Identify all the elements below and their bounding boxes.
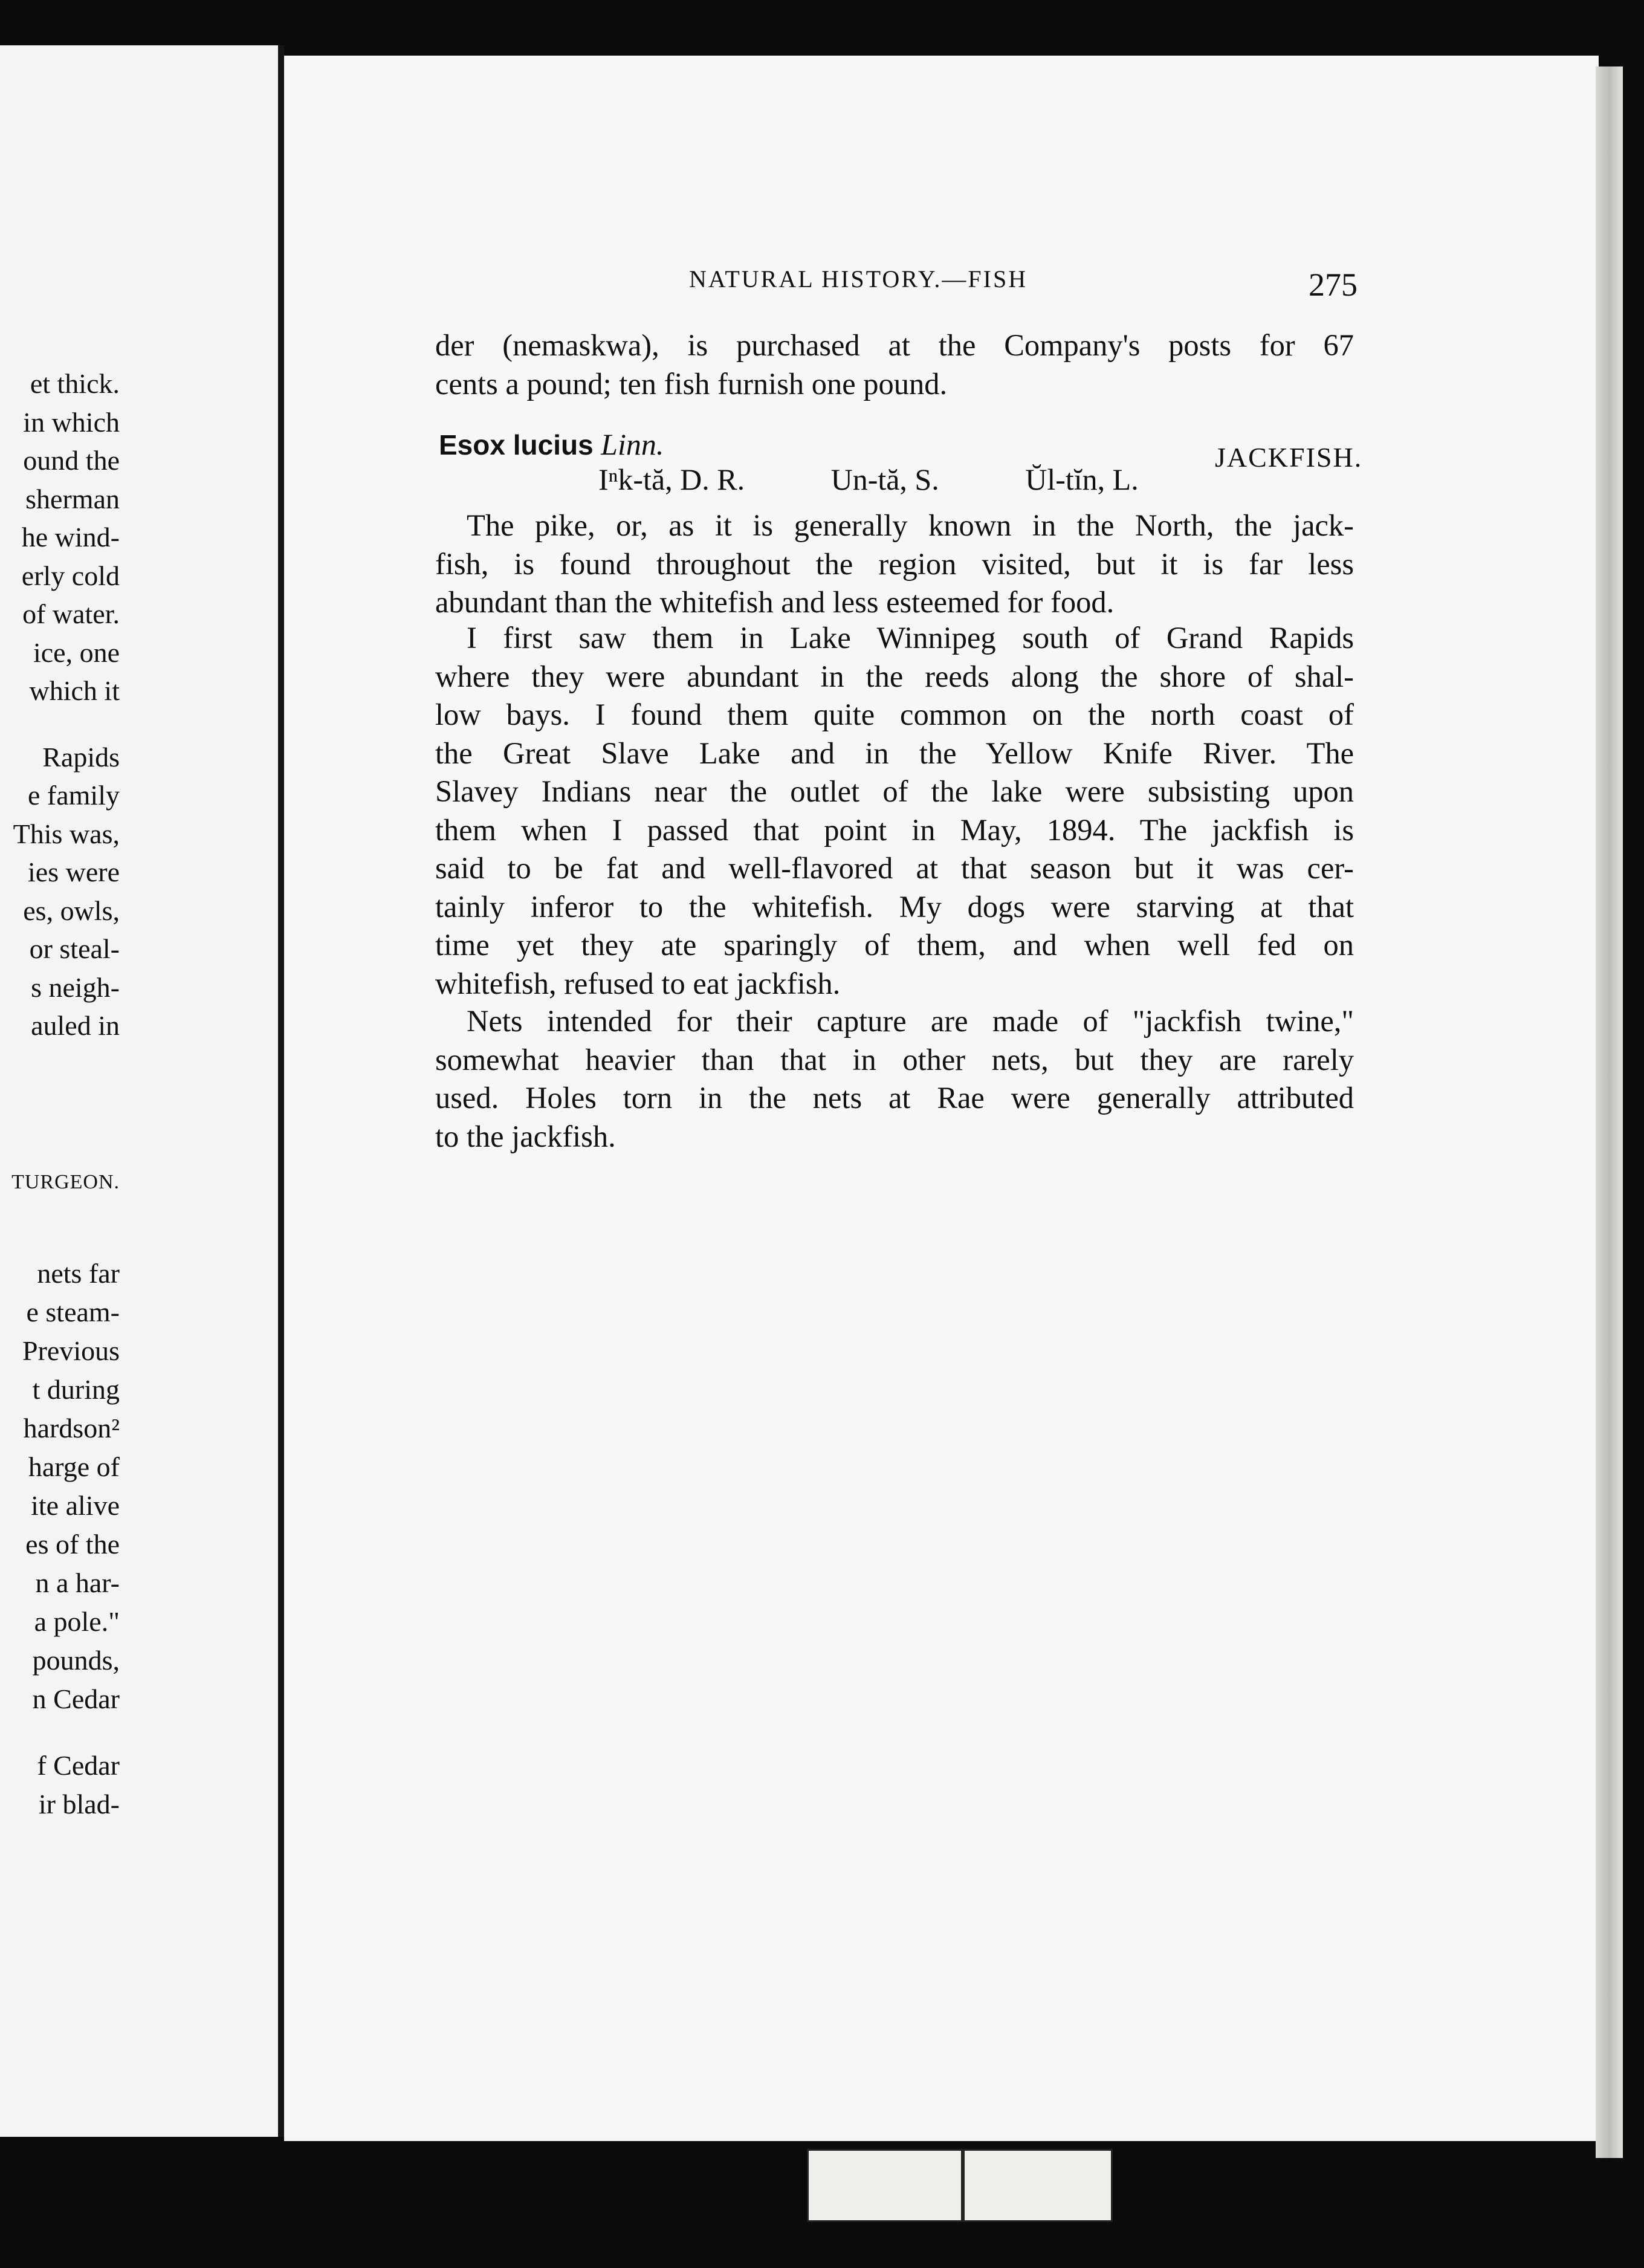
page-edge	[1596, 66, 1623, 2158]
paragraph-1	[435, 507, 1354, 622]
paragraph-3	[435, 1002, 1354, 1156]
left-page-line: nets far	[37, 1258, 120, 1289]
text-line: Slavey Indians near the outlet of the lake were subsisting upon	[435, 774, 1354, 808]
text-line: them when I passed that point in May, 1894. The jackfish is	[435, 812, 1354, 847]
page-number: 275	[1309, 267, 1358, 303]
species-author: Linn.	[601, 427, 664, 461]
left-page-line: sherman	[25, 483, 120, 514]
native-names	[598, 462, 1217, 497]
left-page-line: harge of	[28, 1451, 120, 1482]
paragraph-2	[435, 619, 1354, 1003]
left-page-line: f Cedar	[37, 1750, 120, 1781]
left-page-line: erly cold	[21, 560, 120, 591]
text-line: tainly inferor to the whitefish. My dogs were starving at that	[435, 889, 1354, 924]
left-page-column-top	[0, 364, 120, 1045]
text-line: der (nemaskwa), is purchased at the Company's posts for 67	[435, 328, 1354, 362]
left-page-line: ite alive	[31, 1490, 120, 1521]
left-page-line: This was,	[13, 818, 120, 849]
left-page-column-bottom	[0, 1254, 120, 1824]
left-page-line: or steal-	[29, 933, 120, 964]
text-line: said to be fat and well-flavored at that season but it was cer-	[435, 851, 1354, 885]
left-page-line	[0, 710, 120, 738]
running-head: NATURAL HISTORY.—FISH	[689, 265, 1028, 293]
left-page-line: n Cedar	[32, 1683, 120, 1714]
text-line: time yet they ate sparingly of them, and when well fed on	[435, 928, 1354, 962]
text-line: to the jackfish.	[435, 1119, 616, 1153]
left-page-line: he wind-	[21, 522, 120, 552]
species-common-name: JACKFISH.	[1215, 442, 1363, 473]
left-page-line	[0, 1719, 120, 1746]
left-facing-page	[0, 45, 284, 2137]
left-page-line: es of the	[25, 1529, 120, 1560]
native-name: Ŭl-tĭn, L.	[1025, 462, 1139, 496]
text-line: cents a pound; ten fish furnish one pound.	[435, 366, 948, 401]
left-page-line: hardson²	[23, 1413, 120, 1443]
left-page-line: n a har-	[35, 1567, 120, 1598]
species-heading	[439, 427, 664, 462]
species-scientific-name: Esox lucius	[439, 429, 594, 461]
left-page-line: s neigh-	[31, 971, 120, 1003]
left-page-line: Rapids	[42, 741, 120, 773]
text-line: where they were abundant in the reeds along the shore of shal-	[435, 659, 1354, 693]
left-page-line: es, owls,	[23, 895, 120, 926]
left-page-line: a pole."	[34, 1606, 120, 1637]
text-line: whitefish, refused to eat jackfish.	[435, 966, 841, 1000]
binding-tab	[807, 2149, 1113, 2222]
native-name: Iⁿk-tă, D. R.	[598, 462, 745, 496]
text-line: The pike, or, as it is generally known in the North, the jack-	[467, 508, 1354, 542]
text-line: I first saw them in Lake Winnipeg south of Grand Rapids	[467, 621, 1354, 655]
left-page-line: ound the	[23, 445, 120, 476]
left-page-line: ice, one	[33, 637, 120, 668]
left-page-line: in which	[23, 406, 120, 438]
left-page-line: which it	[29, 675, 120, 706]
left-page-line: e family	[28, 780, 120, 811]
left-page-line: ies were	[28, 857, 120, 887]
left-page-line: pounds,	[32, 1645, 120, 1676]
left-page-line: auled in	[31, 1010, 120, 1041]
left-page-line: ir blad-	[38, 1789, 120, 1819]
left-page-line: et thick.	[30, 368, 120, 399]
text-line: abundant than the whitefish and less esteemed for food.	[435, 585, 1115, 619]
text-line: used. Holes torn in the nets at Rae were generally attributed	[435, 1081, 1354, 1115]
left-page-line: e steam-	[26, 1297, 120, 1327]
left-page-sturgeon-heading: TURGEON.	[11, 1171, 120, 1193]
binding-tab-line	[961, 2149, 965, 2220]
continuation-paragraph	[435, 326, 1354, 403]
text-line: Nets intended for their capture are made of "jackfish twine,"	[467, 1004, 1354, 1038]
text-line: the Great Slave Lake and in the Yellow Knife River. The	[435, 736, 1354, 770]
left-page-line: Previous	[22, 1335, 120, 1366]
native-name: Un-tă, S.	[830, 462, 939, 496]
text-line: low bays. I found them quite common on the north coast of	[435, 698, 1354, 731]
text-line: somewhat heavier than that in other nets, but they are rarely	[435, 1042, 1354, 1077]
left-page-line: of water.	[22, 598, 120, 629]
text-line: fish, is found throughout the region visited, but it is far less	[435, 546, 1354, 581]
left-page-line: t during	[32, 1374, 120, 1405]
